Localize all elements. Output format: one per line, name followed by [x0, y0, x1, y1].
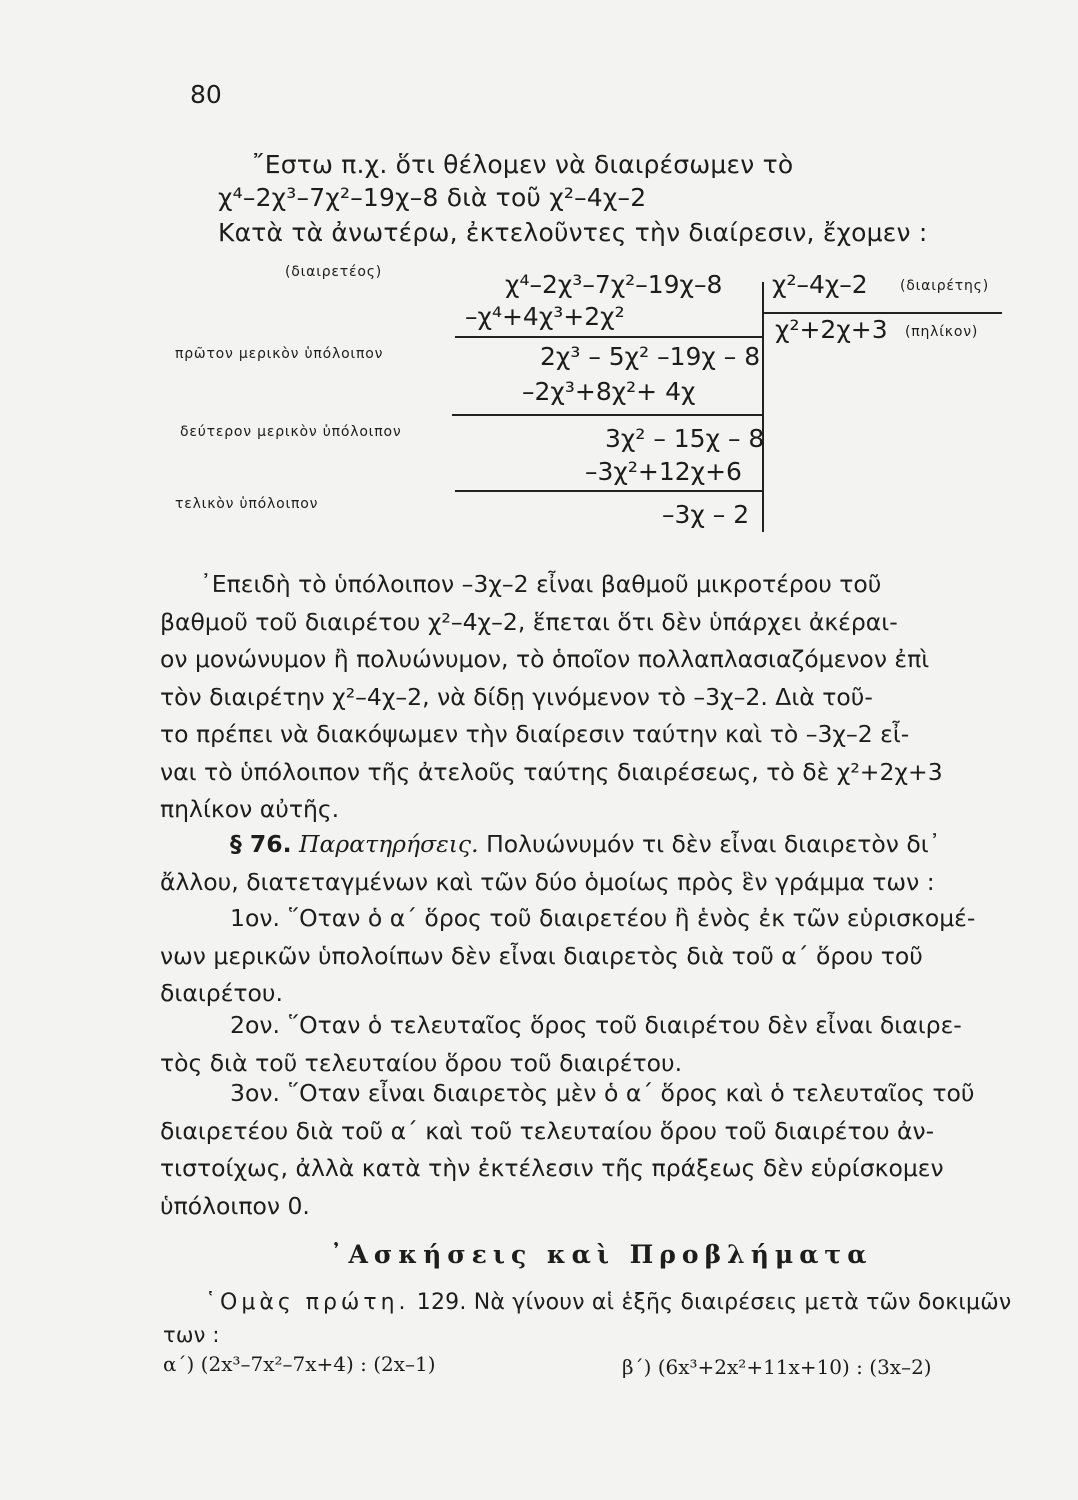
remark-line: διαιρέτου.	[160, 979, 283, 1007]
section-line-2: ἄλλου, διατεταγμένων καὶ τῶν δύο ὁμοίως πρὸς ἓν γράμμα των :	[160, 867, 935, 896]
division-vertical-rule	[762, 282, 764, 532]
label-quotient: (πηλίκον)	[905, 324, 979, 340]
intro-line-3: Κατὰ τὰ ἀνωτέρω, ἐκτελοῦντες τὴν διαίρεσιν, ἔχομεν :	[218, 218, 928, 247]
division-row-5: –3χ²+12χ+6	[585, 457, 742, 486]
remark-line: 3ον. ῞Οταν εἶναι διαιρετὸς μὲν ὁ α´ ὅρος καὶ ὁ τελευταῖος τοῦ	[230, 1079, 975, 1107]
paragraph-remainder-explanation	[160, 566, 1000, 829]
division-rule-3	[455, 490, 763, 492]
exercise-group-line	[205, 1290, 1011, 1315]
label-dividend: (διαιρετέος)	[285, 264, 383, 280]
divisor-underline	[762, 312, 1002, 314]
remark-1	[160, 900, 1000, 1013]
division-row-6: –3χ – 2	[662, 500, 750, 529]
label-divisor: (διαιρέτης)	[900, 278, 989, 294]
paragraph-line: ᾿Επειδὴ τὸ ὑπόλοιπον –3χ–2 εἶναι βαθμοῦ μικροτέρου τοῦ	[200, 570, 882, 598]
section-line-1: Πολυώνυμόν τι δὲν εἶναι διαιρετὸν δι᾿	[486, 830, 941, 858]
remark-line: τὸς διὰ τοῦ τελευταίου ὅρου τοῦ διαιρέτου.	[160, 1048, 683, 1077]
dividend: χ⁴–2χ³–7χ²–19χ–8	[505, 270, 723, 299]
exercise-item-a: α´) (2x³–7x²–7x+4) : (2x–1)	[163, 1352, 436, 1376]
paragraph-line: τὸν διαιρέτην χ²–4χ–2, νὰ δίδῃ γινόμενον τὸ –3χ–2. Διὰ τοῦ-	[160, 682, 873, 711]
division-row-3: –2χ³+8χ²+ 4χ	[522, 377, 696, 406]
remark-line: ὑπόλοιπον 0.	[160, 1191, 310, 1220]
division-rule-2	[452, 414, 763, 416]
remark-line: 2ον. ῞Οταν ὁ τελευταῖος ὅρος τοῦ διαιρέτου δὲν εἶναι διαιρε-	[230, 1011, 962, 1039]
group-text-cont: των :	[163, 1323, 220, 1347]
section-title: Παρατηρήσεις.	[299, 830, 479, 858]
paragraph-line: ον μονώνυμον ἢ πολυώνυμον, τὸ ὁποῖον πολλαπλασιαζόμενον ἐπὶ	[160, 645, 930, 673]
remark-line: τιστοίχως, ἀλλὰ κατὰ τὴν ἐκτέλεσιν τῆς πράξεως δὲν εὑρίσκομεν	[160, 1154, 944, 1182]
paragraph-line: ναι τὸ ὑπόλοιπον τῆς ἀτελοῦς ταύτης διαιρέσεως, τὸ δὲ χ²+2χ+3	[160, 757, 943, 786]
section-number: § 76.	[230, 830, 292, 858]
paragraph-line: πηλίκον αὐτῆς.	[160, 795, 340, 823]
exercises-heading: ᾿Ασκήσεις καὶ Προβλήματα	[330, 1240, 873, 1269]
paragraph-line: βαθμοῦ τοῦ διαιρέτου χ²–4χ–2, ἕπεται ὅτι δὲν ὑπάρχει ἀκέραι-	[160, 607, 898, 636]
remark-line: διαιρετέου διὰ τοῦ α´ καὶ τοῦ τελευταίου ὅρου τοῦ διαιρέτου ἀν-	[160, 1116, 935, 1145]
page-number: 80	[190, 80, 222, 109]
group-text: 129. Νὰ γίνουν αἱ ἑξῆς διαιρέσεις μετὰ τῶν δοκιμῶν	[416, 1290, 1012, 1315]
group-label: ῾Ομὰς πρώτη.	[205, 1290, 410, 1315]
divisor: χ²–4χ–2	[772, 270, 868, 299]
intro-line-2: χ⁴–2χ³–7χ²–19χ–8 διὰ τοῦ χ²–4χ–2	[218, 183, 647, 212]
exercise-item-b: β´) (6x³+2x²+11x+10) : (3x–2)	[622, 1355, 932, 1379]
division-rule-1	[455, 336, 763, 338]
division-row-1: –χ⁴+4χ³+2χ²	[465, 302, 625, 331]
label-second-remainder: δεύτερον μερικὸν ὑπόλοιπον	[180, 424, 402, 440]
quotient: χ²+2χ+3	[775, 315, 888, 344]
remark-line: νων μερικῶν ὑπολοίπων δὲν εἶναι διαιρετὸς διὰ τοῦ α´ ὅρου τοῦ	[160, 941, 923, 970]
division-row-4: 3χ² – 15χ – 8	[605, 424, 765, 453]
remark-line: 1ον. ῞Οταν ὁ α´ ὅρος τοῦ διαιρετέου ἢ ἑνὸς ἐκ τῶν εὑρισκομέ-	[230, 904, 976, 932]
label-final-remainder: τελικὸν ὑπόλοιπον	[175, 496, 319, 512]
intro-line-1: ῎Εστω π.χ. ὅτι θέλομεν νὰ διαιρέσωμεν τὸ	[252, 150, 794, 179]
remark-3	[160, 1075, 1000, 1225]
paragraph-line: το πρέπει νὰ διακόψωμεν τὴν διαίρεσιν ταύτην καὶ τὸ –3χ–2 εἶ-	[160, 720, 910, 748]
remark-2	[160, 1007, 1000, 1082]
division-row-2: 2χ³ – 5χ² –19χ – 8	[540, 342, 761, 371]
label-first-remainder: πρῶτον μερικὸν ὑπόλοιπον	[175, 346, 384, 362]
section-76	[160, 826, 1000, 901]
